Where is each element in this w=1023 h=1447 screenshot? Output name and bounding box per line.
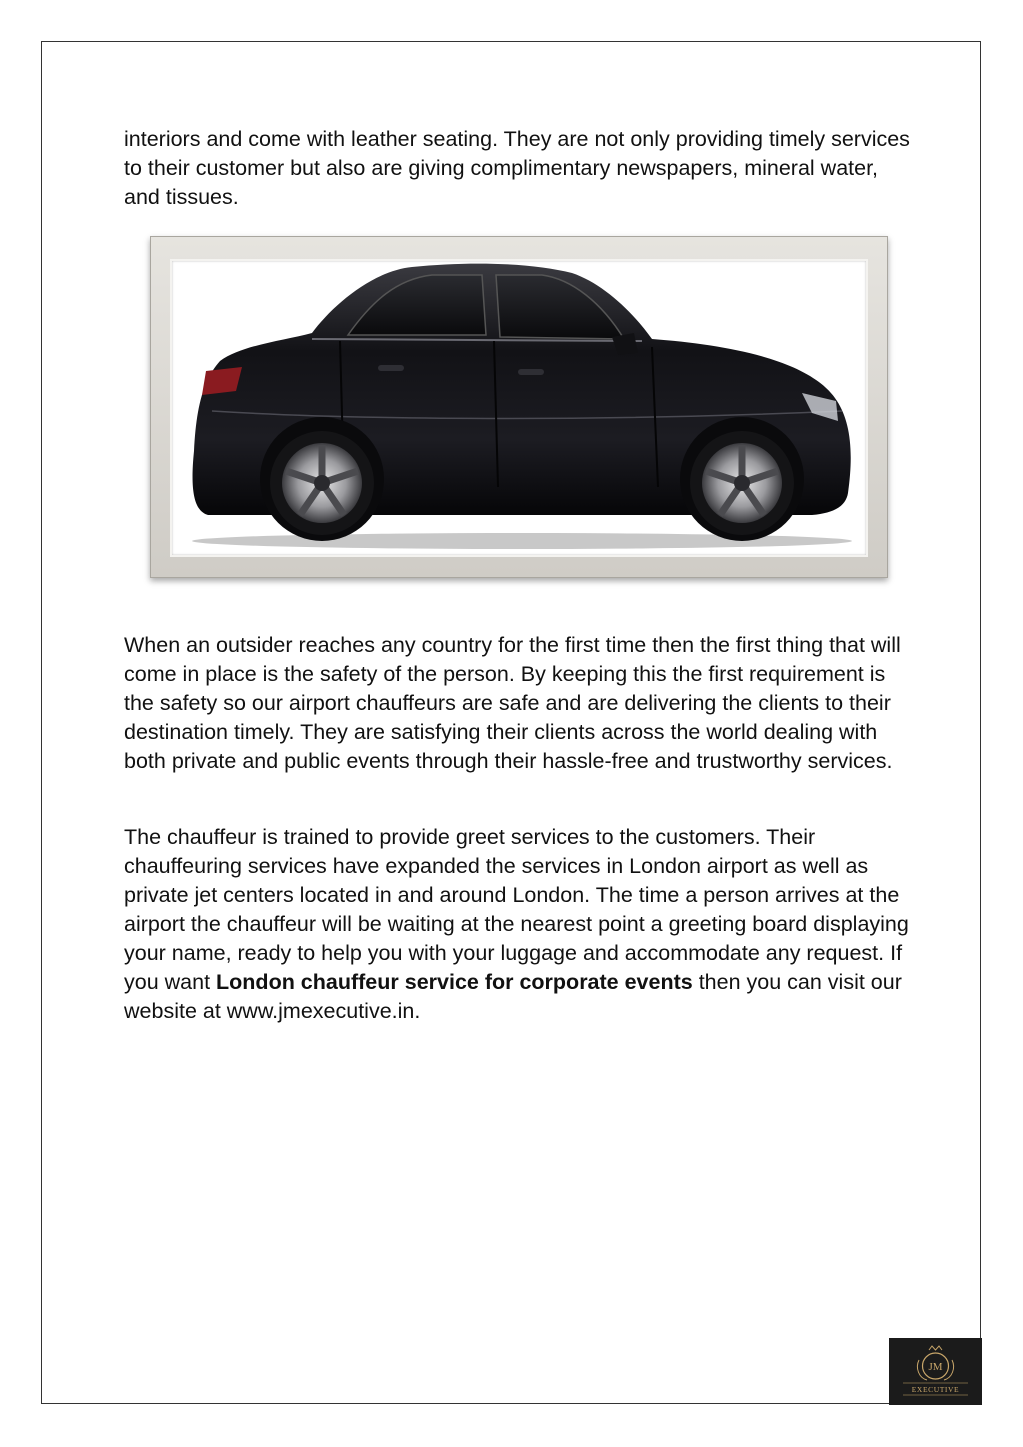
paragraph-greet-service xyxy=(124,823,914,1026)
svg-text:JM: JM xyxy=(928,1361,943,1373)
paragraph-text-end: then you can visit our website at www.jmexecutive.in. xyxy=(124,970,902,1023)
car-photo-frame xyxy=(150,236,888,578)
logo-emblem-icon xyxy=(889,1338,982,1405)
car-photo xyxy=(170,259,868,557)
rear-wheel xyxy=(270,431,374,535)
paragraph-text: The chauffeur is trained to provide greet services to the customers. Their chauffeuring services have expanded the services in London airport as well as private jet centers located in and around London. The time a person arrives at the airport the chauffeur will be waiting at the nearest point a greeting board displaying your name, ready to help you with your luggage and accommodate any request. If you want xyxy=(124,825,909,994)
svg-text:EXECUTIVE: EXECUTIVE xyxy=(911,1385,960,1394)
black-sedan-image xyxy=(172,261,866,555)
front-wheel xyxy=(690,431,794,535)
jm-executive-logo xyxy=(889,1338,982,1405)
service-keyword-link: London chauffeur service for corporate events xyxy=(216,970,693,994)
paragraph-safety: When an outsider reaches any country for the first time then the first thing that will come in place is the safety of the person. By keeping this the first requirement is the safety so our airport chauffeurs are safe and are delivering the clients to their destination timely. They are satisfying their clients across the world dealing with both private and public events through their hassle-free and trustworthy services. xyxy=(124,633,901,773)
paragraph-intro: interiors and come with leather seating. They are not only providing timely services to their customer but also are giving complimentary newspapers, mineral water, and tissues. xyxy=(124,127,910,209)
